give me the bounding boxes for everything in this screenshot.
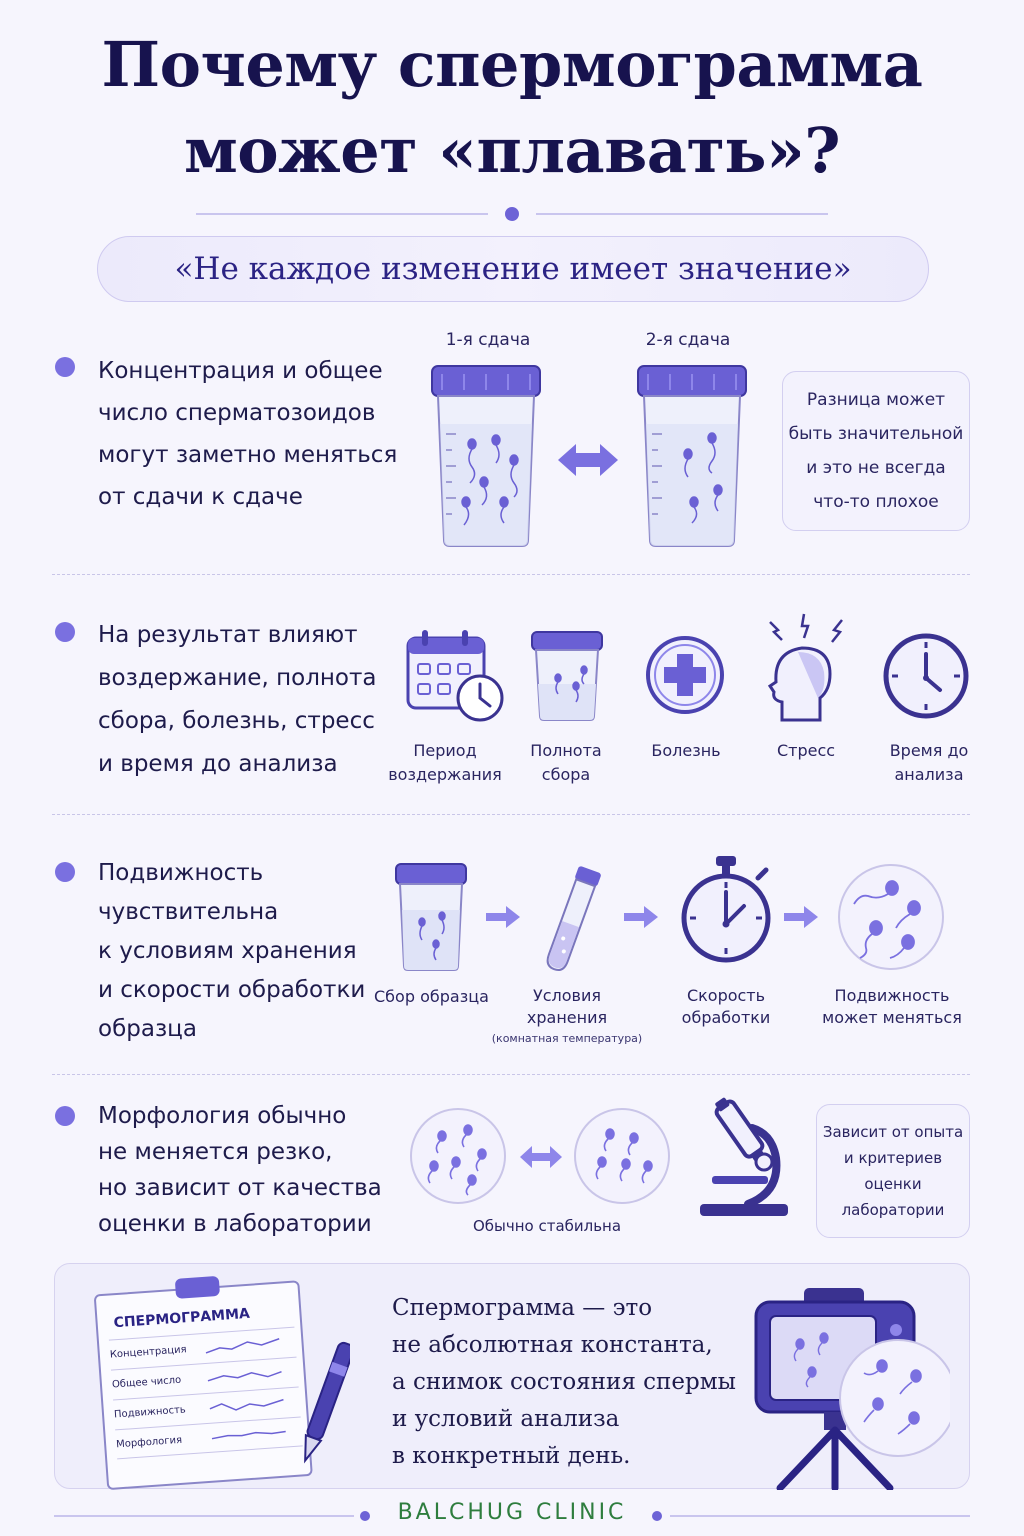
trend-line-icon: [205, 1365, 286, 1387]
section3-line: Подвижность: [98, 860, 264, 886]
step-label-line: может меняться: [822, 1008, 962, 1027]
clipboard-rows: [109, 1327, 303, 1460]
section2-text: [98, 614, 377, 786]
factor-label-line: воздержания: [388, 765, 502, 784]
section2-line: и время до анализа: [98, 751, 338, 777]
clock-icon: [882, 632, 970, 720]
section4-line: оценки в лаборатории: [98, 1211, 372, 1237]
step-label-storage: [508, 985, 626, 1029]
medical-cross-icon: [644, 634, 726, 716]
quote-banner: [97, 236, 929, 302]
title-divider-right: [536, 213, 828, 215]
section3-line: к условиям хранения: [98, 938, 357, 964]
section3-bullet: [55, 862, 75, 882]
sample-jar-1-icon: [424, 362, 548, 550]
note-line: что-то плохое: [813, 492, 939, 512]
summary-text: [392, 1290, 736, 1475]
section1-line: Концентрация и общее: [98, 358, 383, 384]
double-arrow-icon: [554, 440, 622, 480]
clipboard-row-label: Морфология: [115, 1434, 183, 1450]
quote-text: «Не каждое изменение имеет значение»: [174, 251, 852, 287]
title-line-2: может «плавать»?: [183, 114, 841, 187]
step-label-line: Подвижность: [834, 986, 950, 1005]
microscope-icon: [694, 1092, 794, 1220]
stable-label: Обычно стабильна: [472, 1217, 622, 1235]
section4-line: Морфология обычно: [98, 1103, 347, 1129]
factor-label-line: сбора: [541, 765, 591, 784]
section1-note: [782, 371, 970, 531]
section1-text: [98, 350, 397, 518]
section2-bullet: [55, 622, 75, 642]
morphology-circle-1-icon: [408, 1106, 508, 1206]
stopwatch-icon: [678, 854, 774, 970]
section4-bullet: [55, 1106, 75, 1126]
step-label-motility: [822, 985, 962, 1029]
step-label-line: Сбор образца: [374, 987, 489, 1006]
note-line: Разница может: [806, 390, 946, 410]
arrow-right-icon: [484, 904, 522, 930]
factor-label-line: Болезнь: [651, 741, 721, 760]
step-label-speed: [670, 985, 782, 1029]
section3-line: чувствительна: [98, 899, 279, 925]
stressed-head-icon: [762, 612, 852, 724]
note-line: и это не всегда: [806, 458, 946, 478]
factor-label-time: [876, 739, 982, 787]
step-sublabel-storage: (комнатная температура): [491, 1032, 643, 1045]
calendar-clock-icon: [404, 628, 506, 724]
pen-icon: [300, 1336, 350, 1476]
arrow-right-icon: [782, 904, 820, 930]
trend-line-icon: [207, 1395, 288, 1417]
morphology-circle-2-icon: [572, 1106, 672, 1206]
factor-label-illness: [636, 739, 736, 763]
factor-label-stress: [756, 739, 856, 763]
step-label-line: Условия: [532, 986, 601, 1005]
summary-line: в конкретный день.: [392, 1443, 631, 1469]
section2-line: воздержание, полнота: [98, 665, 377, 691]
clipboard-title: СПЕРМОГРАММА: [113, 1305, 251, 1332]
section2-line: На результат влияют: [98, 622, 358, 648]
brand-logo: BALCHUG CLINIC: [397, 1500, 627, 1525]
label-first-sample: 1-я сдача: [445, 330, 531, 350]
section1-bullet: [55, 357, 75, 377]
section4-line: не меняется резко,: [98, 1139, 333, 1165]
note-line: Зависит от опыта: [822, 1123, 964, 1141]
arrow-right-icon: [622, 904, 660, 930]
section1-line: от сдачи к сдаче: [98, 484, 303, 510]
page-title: [0, 22, 1024, 194]
clipboard-clip-icon: [175, 1276, 220, 1299]
summary-line: а снимок состояния спермы: [392, 1369, 736, 1395]
section4-line: но зависит от качества: [98, 1175, 382, 1201]
factor-label-line: анализа: [894, 765, 964, 784]
camera-tripod-icon: [750, 1286, 950, 1490]
summary-line: Спермограмма — это: [392, 1295, 653, 1321]
title-divider-left: [196, 213, 488, 215]
clipboard-row-label: Общее число: [111, 1374, 182, 1391]
section-divider: [52, 814, 970, 815]
double-arrow-small-icon: [518, 1142, 564, 1172]
note-line: оценки: [864, 1175, 922, 1193]
clipboard-row-label: Подвижность: [113, 1404, 187, 1421]
clipboard-row-label: Концентрация: [109, 1344, 187, 1361]
step-label-line: хранения: [526, 1008, 608, 1027]
sample-jar-2-icon: [630, 362, 754, 550]
collection-cup-icon: [392, 860, 470, 974]
label-second-sample: 2-я сдача: [645, 330, 731, 350]
step-label-line: обработки: [681, 1008, 771, 1027]
section1-line: могут заметно меняться: [98, 442, 398, 468]
factor-label-abstinence: [386, 739, 504, 787]
factor-label-line: Время до: [889, 741, 969, 760]
factor-label-completeness: [512, 739, 620, 787]
note-line: и критериев: [843, 1149, 943, 1167]
step-label-line: Скорость: [686, 986, 766, 1005]
section1-line: число сперматозоидов: [98, 400, 376, 426]
title-line-1: Почему спермограмма: [101, 28, 923, 101]
section4-note: [816, 1104, 970, 1238]
section3-text: [98, 854, 365, 1049]
factor-label-line: Полнота: [530, 741, 602, 760]
factor-label-line: Период: [413, 741, 477, 760]
test-tube-icon: [540, 864, 602, 976]
step-label-collection: [374, 985, 489, 1009]
trend-line-icon: [203, 1335, 284, 1357]
summary-line: не абсолютная константа,: [392, 1332, 713, 1358]
note-line: лаборатории: [841, 1201, 945, 1219]
trend-line-icon: [209, 1424, 290, 1446]
sample-cup-icon: [528, 628, 606, 724]
section4-text: [98, 1098, 382, 1242]
section2-line: сбора, болезнь, стресс: [98, 708, 375, 734]
summary-line: и условий анализа: [392, 1406, 620, 1432]
factor-label-line: Стресс: [776, 741, 836, 760]
section3-line: и скорости обработки: [98, 977, 366, 1003]
motile-sperm-circle-icon: [836, 862, 946, 972]
note-line: быть значительной: [788, 424, 964, 444]
title-divider-dot: [505, 207, 519, 221]
section-divider: [52, 1074, 970, 1075]
section3-line: образца: [98, 1016, 197, 1042]
section-divider: [52, 574, 970, 575]
